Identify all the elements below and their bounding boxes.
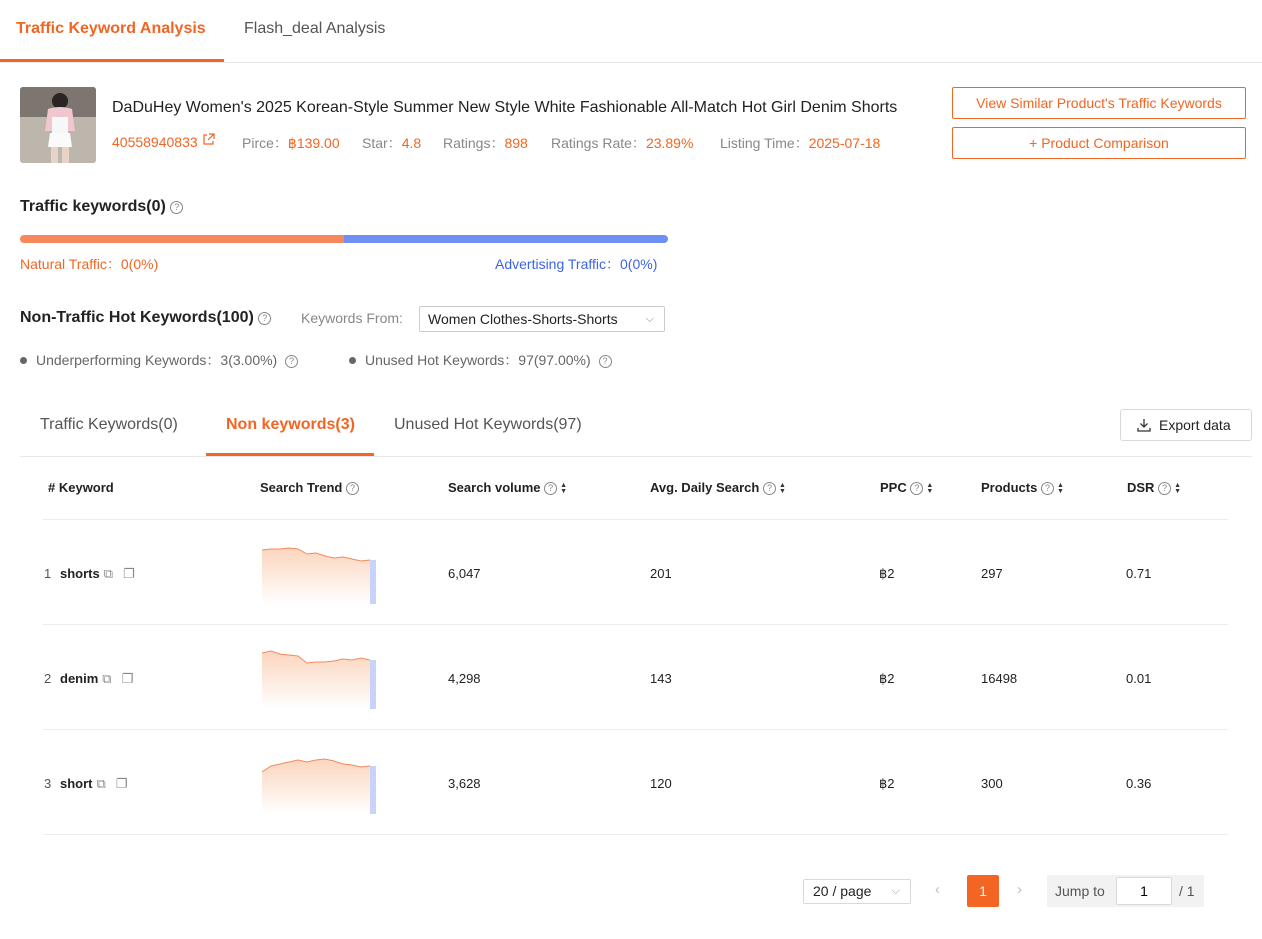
- keyword-text[interactable]: denim: [60, 671, 99, 686]
- chevron-down-icon: ⌵: [891, 885, 900, 897]
- export-data-label: Export data: [1159, 417, 1231, 433]
- product-title[interactable]: DaDuHey Women's 2025 Korean-Style Summer New Style White Fashionable All-Match Hot Girl Denim Shorts: [112, 99, 898, 116]
- page-size-select[interactable]: [803, 879, 911, 904]
- bullet-dot: [349, 357, 356, 364]
- column-header-dsr[interactable]: [1127, 480, 1181, 495]
- ppc-cell: ฿2: [879, 671, 895, 686]
- product-thumbnail[interactable]: [20, 87, 96, 163]
- row-index: 3: [44, 776, 52, 791]
- price-value: ฿139.00: [287, 135, 340, 151]
- trend-area: [262, 759, 370, 814]
- external-link-icon[interactable]: ⧉: [96, 776, 106, 791]
- natural-traffic-text: Natural Traffic：0(0%): [20, 256, 159, 272]
- dsr-cell: 0.36: [1126, 776, 1152, 791]
- help-icon[interactable]: ?: [1158, 482, 1171, 495]
- copy-icon[interactable]: ❐: [123, 566, 135, 581]
- table-divider: [43, 834, 1228, 835]
- bullet-dot: [20, 357, 27, 364]
- keyword-tabs: [20, 395, 1252, 457]
- trend-area: [262, 548, 370, 604]
- products-header-text: Products: [981, 480, 1038, 495]
- active-tab-underline: [0, 59, 224, 62]
- trend-highlight: [370, 560, 376, 604]
- row-index: 2: [44, 671, 52, 686]
- search-trend-sparkline: [262, 750, 376, 814]
- help-icon[interactable]: ?: [544, 482, 557, 495]
- search-volume-cell: 3,628: [448, 776, 481, 791]
- jump-to-container: [1047, 875, 1204, 907]
- jump-to-label: Jump to: [1055, 883, 1105, 899]
- avg-daily-search-cell: 201: [650, 566, 672, 581]
- help-icon[interactable]: ?: [170, 201, 183, 214]
- prev-page-icon[interactable]: ‹: [935, 881, 940, 898]
- table-row-keyword[interactable]: [60, 566, 135, 582]
- product-listing-time: [720, 133, 880, 153]
- keywords-from-label: Keywords From:: [301, 310, 403, 326]
- advertising-traffic-bar: [344, 235, 668, 243]
- unused-hot-keywords-stat: [349, 350, 612, 370]
- table-divider: [43, 519, 1228, 520]
- keywords-from-select[interactable]: [419, 306, 665, 332]
- product-ratings-rate: [551, 133, 693, 153]
- external-link-icon[interactable]: ⧉: [102, 671, 112, 686]
- ratings-rate-label: Ratings Rate：: [551, 135, 646, 151]
- tab-non-keywords[interactable]: Non keywords(3): [226, 416, 355, 433]
- copy-icon[interactable]: ❐: [115, 776, 128, 791]
- sort-icon[interactable]: ▲ ▼: [560, 482, 568, 495]
- search-volume-cell: 6,047: [448, 566, 481, 581]
- traffic-keywords-title: [20, 198, 183, 216]
- column-header-keyword: # Keyword: [48, 480, 114, 495]
- page-size-value: 20 / page: [813, 883, 872, 899]
- unused-text: Unused Hot Keywords：97(97.00%): [365, 352, 591, 368]
- ratings-value: 898: [504, 135, 528, 151]
- avg-daily-search-cell: 120: [650, 776, 672, 791]
- external-link-icon[interactable]: ⧉: [103, 566, 114, 581]
- products-cell: 16498: [981, 671, 1018, 686]
- table-divider: [43, 624, 1228, 625]
- tab-flash-deal-analysis[interactable]: Flash_deal Analysis: [244, 20, 386, 37]
- top-nav: [0, 0, 1262, 63]
- price-label: Pirce：: [242, 135, 288, 151]
- help-icon[interactable]: ?: [599, 355, 612, 368]
- column-header-products[interactable]: [981, 480, 1064, 495]
- product-id[interactable]: [112, 133, 215, 150]
- dsr-cell: 0.01: [1126, 671, 1152, 686]
- search-trend-sparkline: [262, 645, 376, 709]
- help-icon[interactable]: ?: [1041, 482, 1054, 495]
- non-traffic-title-text: Non-Traffic Hot Keywords(100): [20, 309, 254, 326]
- search-volume-cell: 4,298: [448, 671, 481, 686]
- underperforming-keywords-stat: [20, 350, 298, 370]
- table-row-keyword[interactable]: [60, 776, 127, 792]
- trend-highlight: [370, 766, 376, 814]
- help-icon[interactable]: ?: [763, 482, 776, 495]
- column-header-avg-daily-search[interactable]: [650, 480, 786, 495]
- dsr-cell: 0.71: [1126, 566, 1152, 581]
- ratings-label: Ratings：: [443, 135, 505, 151]
- search-trend-header-text: Search Trend: [260, 480, 343, 495]
- total-pages-label: / 1: [1179, 883, 1195, 899]
- product-star: [362, 133, 421, 153]
- traffic-keywords-title-text: Traffic keywords(0): [20, 198, 166, 215]
- product-price: [242, 133, 340, 153]
- help-icon[interactable]: ?: [346, 482, 359, 495]
- table-divider: [43, 729, 1228, 730]
- help-icon[interactable]: ?: [258, 312, 271, 325]
- tab-traffic-keywords[interactable]: Traffic Keywords(0): [40, 416, 178, 433]
- copy-icon[interactable]: ❐: [121, 671, 134, 686]
- search-volume-header-text: Search volume: [448, 480, 541, 495]
- avg-daily-search-cell: 143: [650, 671, 672, 686]
- dsr-header-text: DSR: [1127, 480, 1155, 495]
- listing-time-label: Listing Time：: [720, 135, 809, 151]
- active-tab-underline: [206, 453, 374, 456]
- ppc-header-text: PPC: [880, 480, 907, 495]
- ppc-cell: ฿2: [879, 776, 895, 791]
- search-trend-sparkline: [262, 540, 376, 604]
- advertising-traffic-text: Advertising Traffic：0(0%): [495, 256, 658, 272]
- listing-time-value: 2025-07-18: [808, 135, 881, 151]
- ratings-rate-value: 23.89%: [645, 135, 694, 151]
- view-similar-keywords-button[interactable]: View Similar Product's Traffic Keywords: [952, 87, 1246, 119]
- sort-icon[interactable]: ▲ ▼: [778, 482, 786, 495]
- external-link-icon[interactable]: [202, 133, 215, 146]
- avg-daily-search-header-text: Avg. Daily Search: [650, 480, 760, 495]
- row-index: 1: [44, 566, 52, 581]
- sort-icon[interactable]: ▲ ▼: [1174, 482, 1182, 495]
- download-icon: [1137, 418, 1151, 432]
- product-comparison-button[interactable]: + Product Comparison: [952, 127, 1246, 159]
- keywords-from-value: Women Clothes-Shorts-Shorts: [428, 311, 618, 327]
- non-traffic-hot-keywords-title: [20, 309, 271, 327]
- column-header-ppc[interactable]: [880, 480, 933, 495]
- page-button-current[interactable]: 1: [967, 875, 999, 907]
- underperforming-text: Underperforming Keywords：3(3.00%): [36, 352, 278, 368]
- keyword-text[interactable]: shorts: [60, 566, 100, 581]
- sort-icon[interactable]: ▲ ▼: [1056, 482, 1064, 495]
- help-icon[interactable]: ?: [285, 355, 298, 368]
- column-header-search-trend: [260, 480, 359, 495]
- tab-unused-hot-keywords[interactable]: Unused Hot Keywords(97): [394, 416, 582, 433]
- product-ratings: [443, 133, 528, 153]
- sort-icon[interactable]: ▲ ▼: [926, 482, 934, 495]
- chevron-down-icon: ⌵: [645, 313, 654, 325]
- jump-to-input[interactable]: [1116, 877, 1172, 905]
- column-header-search-volume[interactable]: [448, 480, 567, 495]
- trend-highlight: [370, 660, 376, 709]
- tab-traffic-keyword-analysis[interactable]: Traffic Keyword Analysis: [16, 20, 206, 37]
- export-data-button[interactable]: [1120, 409, 1252, 441]
- ppc-cell: ฿2: [879, 566, 895, 581]
- table-row-keyword[interactable]: [60, 671, 133, 687]
- keyword-text[interactable]: short: [60, 776, 93, 791]
- natural-traffic-bar: [20, 235, 344, 243]
- next-page-icon[interactable]: ›: [1017, 881, 1022, 898]
- product-id-value[interactable]: 40558940833: [112, 134, 198, 150]
- help-icon[interactable]: ?: [910, 482, 923, 495]
- star-value: 4.8: [401, 135, 422, 151]
- products-cell: 300: [981, 776, 1003, 791]
- products-cell: 297: [981, 566, 1003, 581]
- star-label: Star：: [362, 135, 402, 151]
